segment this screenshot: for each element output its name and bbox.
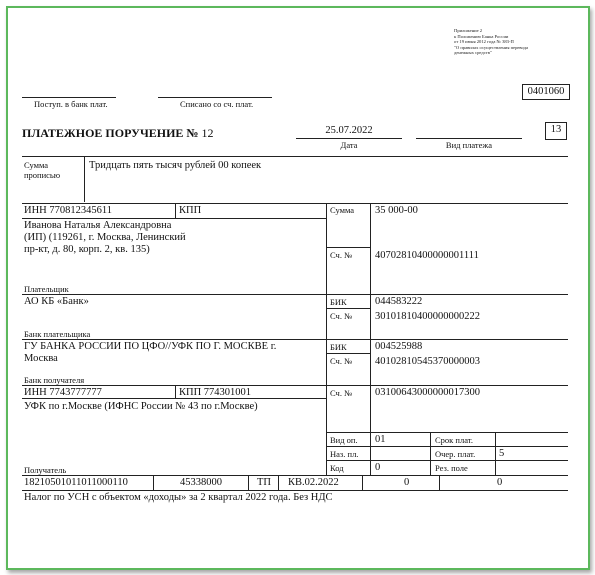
amount-words-label-1: Сумма xyxy=(24,160,49,170)
order-number: 12 xyxy=(201,126,214,140)
payee-account: 03100643000000017300 xyxy=(375,387,480,398)
payee-bank-name xyxy=(24,341,276,365)
amount-words-label-2: прописью xyxy=(24,170,61,180)
payee-name: УФК по г.Москве (ИФНС России № 43 по г.Москве) xyxy=(24,401,258,412)
grid-line xyxy=(430,432,431,475)
grid-line xyxy=(22,490,568,491)
op-type: 01 xyxy=(375,434,386,445)
priority-value: 5 xyxy=(499,448,505,459)
grid-line xyxy=(22,475,568,476)
payee-bank-name-line: Москва xyxy=(24,353,58,364)
sum-value: 35 000-00 xyxy=(375,205,418,216)
payer-name-line: (ИП) (119261, г. Москва, Ленинский xyxy=(24,232,186,243)
payer-name-line: пр-кт, д. 80, корп. 2, кв. 135) xyxy=(24,244,150,255)
grid-line xyxy=(362,475,363,490)
payment-type-label: Вид платежа xyxy=(445,140,493,150)
grid-line xyxy=(175,385,176,398)
payee-kpp: КПП 774301001 xyxy=(179,387,252,398)
form-code-box xyxy=(522,84,570,100)
amount-words-label xyxy=(24,160,60,180)
payment-purpose: Налог по УСН с объектом «доходы» за 2 квартал 2022 года. Без НДС xyxy=(24,492,333,503)
grid-line xyxy=(248,475,249,490)
page-title xyxy=(22,126,213,140)
tax-oktmo: 45338000 xyxy=(180,477,222,488)
grid-line xyxy=(278,475,279,490)
appendix-line: к Положению Банка России xyxy=(454,33,509,39)
payee-account-label: Сч. № xyxy=(330,388,353,398)
tax-kbk: 18210501011011000110 xyxy=(24,477,128,488)
date-label: Дата xyxy=(340,140,358,150)
payer-bank-label: Банк плательщика xyxy=(24,329,91,339)
payee-bank-account: 40102810545370000003 xyxy=(375,356,480,367)
grid-line xyxy=(153,475,154,490)
payee-bank-account-label: Сч. № xyxy=(330,356,353,366)
received-line xyxy=(22,97,116,98)
grid-line xyxy=(22,294,568,295)
grid-line xyxy=(495,432,496,475)
payer-kpp-label: КПП xyxy=(179,205,202,216)
grid-line xyxy=(22,385,568,386)
payer-account: 40702810400000001111 xyxy=(375,250,479,261)
payee-label: Получатель xyxy=(24,465,67,475)
amount-words-value: Тридцать пять тысяч рублей 00 копеек xyxy=(89,160,262,171)
payer-label: Плательщик xyxy=(24,284,69,294)
status-code: 13 xyxy=(550,124,562,135)
grid-line xyxy=(326,460,568,461)
form-code: 0401060 xyxy=(527,86,565,97)
grid-line xyxy=(326,203,327,475)
tax-basis: ТП xyxy=(257,477,271,488)
grid-line xyxy=(175,203,176,218)
grid-line xyxy=(22,339,568,340)
debited-line xyxy=(158,97,272,98)
appendix-line: от 19 июня 2012 года № 383-П xyxy=(454,39,514,45)
tax-doc-date: 0 xyxy=(497,477,503,488)
title-text: ПЛАТЕЖНОЕ ПОРУЧЕНИЕ № xyxy=(22,126,199,140)
payer-name xyxy=(24,220,186,256)
grid-line xyxy=(326,446,568,447)
grid-line xyxy=(439,475,440,490)
grid-line xyxy=(370,203,371,475)
grid-line xyxy=(326,308,370,309)
payer-bik: 044583222 xyxy=(375,296,423,307)
tax-period: КВ.02.2022 xyxy=(288,477,339,488)
payer-bik-label: БИК xyxy=(330,297,347,307)
term-label: Срок плат. xyxy=(435,435,473,445)
payer-name-line: Иванова Наталья Александровна xyxy=(24,220,172,231)
status-code-box xyxy=(545,122,567,140)
tax-doc-number: 0 xyxy=(404,477,410,488)
code-value: 0 xyxy=(375,462,381,473)
payer-inn: ИНН 770812345611 xyxy=(24,205,112,216)
sum-label: Сумма xyxy=(330,205,355,215)
payer-bank-account: 30101810400000000222 xyxy=(375,311,480,322)
code-label: Код xyxy=(330,463,344,473)
payee-bik-label: БИК xyxy=(330,342,347,352)
payee-bank-name-line: ГУ БАНКА РОССИИ ПО ЦФО//УФК ПО Г. МОСКВЕ г. xyxy=(24,341,277,352)
priority-label: Очер. плат. xyxy=(435,449,476,459)
payer-bank-account-label: Сч. № xyxy=(330,311,353,321)
payee-bik: 004525988 xyxy=(375,341,423,352)
grid-line xyxy=(326,432,568,433)
appendix-line: Приложение 2 xyxy=(454,28,483,33)
payer-account-label: Сч. № xyxy=(330,250,353,260)
amount-words-top-line xyxy=(22,156,568,157)
reserve-label: Рез. поле xyxy=(435,463,468,473)
amount-words-divider xyxy=(84,156,85,202)
appendix-line: денежных средств" xyxy=(454,50,492,56)
payer-bank-name: АО КБ «Банк» xyxy=(24,296,89,307)
op-type-label: Вид оп. xyxy=(330,435,358,445)
payee-bank-label: Банк получателя xyxy=(24,375,85,385)
appendix-line: "О правилах осуществления перевода xyxy=(454,44,529,50)
grid-line xyxy=(326,353,370,354)
purpose-code-label: Наз. пл. xyxy=(330,449,359,459)
received-label: Поступ. в банк плат. xyxy=(34,99,108,109)
payment-type-line xyxy=(416,138,522,139)
appendix-note xyxy=(454,28,528,56)
grid-line xyxy=(22,218,326,219)
payment-order-form xyxy=(6,6,590,570)
date-line xyxy=(296,138,402,139)
grid-line xyxy=(22,203,568,204)
payee-inn: ИНН 7743777777 xyxy=(24,387,102,398)
debited-label: Списано со сч. плат. xyxy=(180,99,254,109)
grid-line xyxy=(326,247,370,248)
order-date: 25.07.2022 xyxy=(325,125,373,136)
